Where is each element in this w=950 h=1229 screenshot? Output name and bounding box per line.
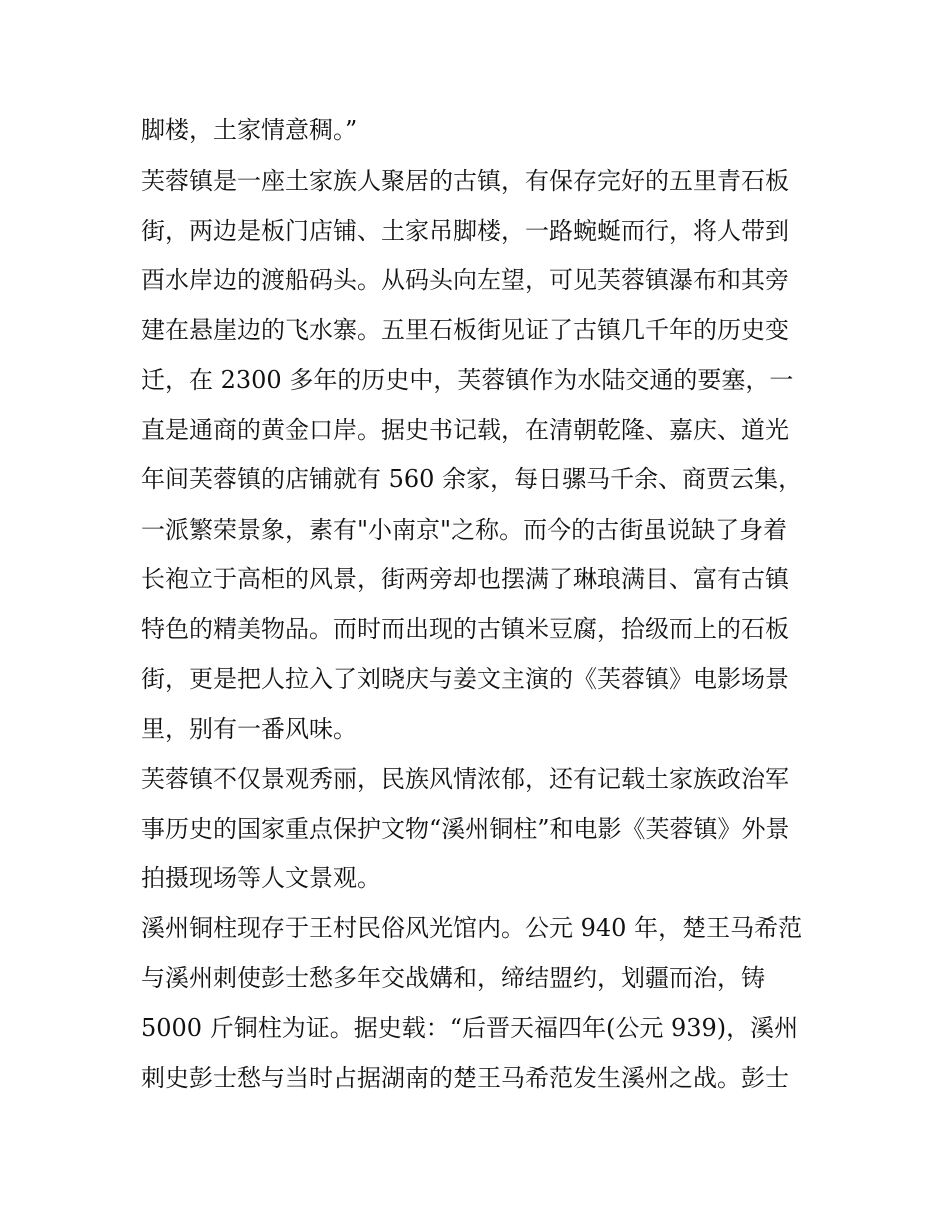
text-line: 街，更是把人拉入了刘晓庆与姜文主演的《芙蓉镇》电影场景 [141, 665, 789, 693]
text-line: 事历史的国家重点保护文物“溪州铜柱”和电影《芙蓉镇》外景 [141, 815, 790, 843]
text-line: 街，两边是板门店铺、土家吊脚楼，一路蜿蜒而行，将人带到 [141, 217, 789, 245]
text-line: 5000 斤铜柱为证。据史载：“后晋天福四年(公元 939)，溪州 [141, 1014, 799, 1042]
text-line: 建在悬崖边的飞水寨。五里石板街见证了古镇几千年的历史变 [141, 316, 789, 344]
text-line: 年间芙蓉镇的店铺就有 560 余家，每日骡马千余、商贾云集， [141, 465, 803, 493]
text-line: 酉水岸边的渡船码头。从码头向左望，可见芙蓉镇瀑布和其旁 [141, 266, 789, 294]
text-line: 特色的精美物品。而时而出现的古镇米豆腐，拾级而上的石板 [141, 615, 789, 643]
text-line: 拍摄现场等人文景观。 [141, 864, 381, 892]
text-line: 迁，在 2300 多年的历史中，芙蓉镇作为水陆交通的要塞，一 [141, 366, 794, 394]
text-line: 一派繁荣景象，素有"小南京"之称。而今的古街虽说缺了身着 [141, 516, 788, 544]
text-line: 里，别有一番风味。 [141, 715, 357, 743]
text-line: 长袍立于高柜的风景，街两旁却也摆满了琳琅满目、富有古镇 [141, 565, 789, 593]
text-line: 与溪州刺使彭士愁多年交战媾和，缔结盟约，划疆而治，铸 [141, 964, 765, 992]
text-line: 刺史彭士愁与当时占据湖南的楚王马希范发生溪州之战。彭士 [141, 1064, 789, 1092]
text-line: 脚楼，土家情意稠。” [141, 116, 358, 144]
text-line: 溪州铜柱现存于王村民俗风光馆内。公元 940 年，楚王马希范 [141, 914, 803, 942]
text-line: 芙蓉镇不仅景观秀丽，民族风情浓郁，还有记载土家族政治军 [141, 765, 789, 793]
text-line: 直是通商的黄金口岸。据史书记载，在清朝乾隆、嘉庆、道光 [141, 416, 789, 444]
text-line: 芙蓉镇是一座土家族人聚居的古镇，有保存完好的五里青石板 [141, 167, 789, 195]
